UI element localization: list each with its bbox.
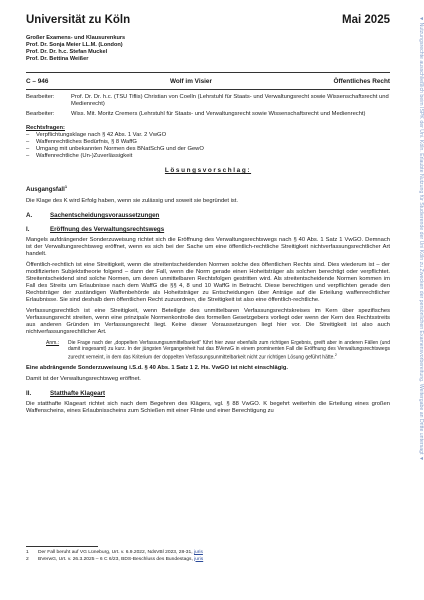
case-number: C – 946 <box>26 78 49 85</box>
section-title: Sachentscheidungsvoraussetzungen <box>50 212 160 220</box>
rechtsfrage-item: – Umgang mit unbekannten Normen des BNatSchG und der GewO <box>26 146 390 153</box>
footnote <box>26 557 390 564</box>
divider <box>26 72 390 73</box>
case-area: Öffentliches Recht <box>333 78 390 85</box>
footnote-number: 1 <box>26 550 29 555</box>
divider <box>26 89 390 90</box>
rechtsfragen-title: Rechtsfragen: <box>26 125 65 131</box>
professor-name: Prof. Dr. Sonja Meier LL.M. (London) <box>26 42 123 48</box>
footnote-ref[interactable]: 2 <box>334 353 337 358</box>
case-title: Wolf im Visier <box>169 78 212 85</box>
paragraph: Die statthafte Klageart richtet sich nach dem Begehren des Klägers, vgl. § 88 VwGO. K begehrt weiterhin die Erteilung eines großen Waffenscheins, eines Erlaubnisscheins zum Schießen mit einer Flinte und einer Berechtigung zu <box>26 400 390 414</box>
section-i-heading <box>26 226 390 233</box>
footnote-text: BVerwG, Urt. v. 26.3.2025 – 6 C 6/23, BDS-Beschluss des Bundestags, juris <box>38 556 204 562</box>
footnote-divider <box>26 546 98 547</box>
rechtsfrage-item: – Waffenrechtliches Bedürfnis, § 8 WaffG <box>26 139 390 146</box>
section-title: Statthafte Klageart <box>50 389 106 397</box>
case-row <box>26 78 390 85</box>
author-label: Bearbeiter: <box>26 94 55 100</box>
paragraph: Verfassungsrechtlich ist eine Streitigkeit, wenn Beteiligte des unmittelbaren Verfassungsrechtskreises im Kern über spezifisches Verfassungsrecht streiten, wenn eine prinzipale Normenkontrolle des formellen Gesetzgebers vorliegt oder wenn der Kern des Rechtsstreits aus anderen Gründen im Verfassungsrecht liegt. Keine dieser Voraussetzungen liegt hier vor. Die Streitigkeit ist also auch nichtverfassungsrechtlicher Art. <box>26 308 390 336</box>
course-block <box>26 35 390 63</box>
section-ii-heading <box>26 390 390 397</box>
annotation-text: Die Frage nach der „doppelten Verfassungsunmittelbarkeit“ führt hier zwar ebenfalls zum richtigen Ergebnis, greift aber in anderen Fällen (und damit insgesamt) zu kurz. In der jüngsten Vergangenheit hat das BVerwG in einem prominenten Fall die Eröffnung des Verwaltungsrechtswegs zurecht verneint, in dem das Kriterium der doppelten Verfassungsunmittelbarkeit nicht zur richtigen Lösung geführt hätte.$^2$ <box>68 340 390 361</box>
professor-name: Prof. Dr. Dr. h.c. Stefan Muckel <box>26 49 108 55</box>
course-title: Großer Examens- und Klausurenkurs <box>26 35 126 41</box>
rechtsfragen-list <box>26 132 390 160</box>
section-number: I. <box>26 226 30 234</box>
footnotes <box>26 546 390 563</box>
section-title: Eröffnung des Verwaltungsrechtswegs <box>50 226 165 234</box>
author-label: Bearbeiter: <box>26 111 55 117</box>
juris-link[interactable]: juris <box>193 550 203 555</box>
section-number: A. <box>26 212 33 220</box>
professor-name: Prof. Dr. Bettina Weißer <box>26 56 89 62</box>
authors-block <box>26 94 390 118</box>
author-text: Prof. Dr. Dr. h.c. (TSU Tiflis) Christian von Coelln (Lehrstuhl für Staats- und Verwaltungsrecht sowie Wissenschaftsrecht und Medienrecht) <box>71 94 389 107</box>
university-name: Universität zu Köln <box>26 14 131 26</box>
author-text: Wiss. Mit. Moritz Cremers (Lehrstuhl für Staats- und Verwaltungsrecht sowie Wissenschaftsrecht und Medienrecht) <box>71 111 366 117</box>
paragraph: Öffentlich-rechtlich ist eine Streitigkeit, wenn die streitentscheidenden Normen solche des öffentlichen Rechts sind. Dies wiederum ist – der modifizierten Subjektstheorie folgend – dann der Fall, wenn die Norm gerade einen Hoheitsträger als solchen berechtigt oder verpflichtet. Streitentscheidend sind solche Normen, um deren unmittelbaren Rechtsfolgen gestritten wird. Als streitentscheidende Normen kommen im Fall des Streits um Erlaubnisse nach dem WaffG die §§ 4, 8 und 10 WaffG in Betracht. Diese berechtigen und verpflichten gerade den Rechtsträger der zuständigen Waffenbehörde als Hoheitsträger zu Entscheidungen über Anträge auf die Erteilung waffenrechtlicher Erlaubnisse. Sie sind deshalb dem öffentlichen Recht zuzuordnen, die Streitigkeit ist also eine öffentlich-rechtliche. <box>26 262 390 304</box>
document-date: Mai 2025 <box>342 14 390 26</box>
footnote-ref[interactable]: 1 <box>64 184 68 189</box>
section-number: II. <box>26 389 32 397</box>
usage-rights-sidebar <box>417 16 424 584</box>
page-header <box>26 14 390 26</box>
footnote-text: Der Fall beruht auf VG Lüneburg, Urt. v. 6.9.2022, NdsVBl 2023, 28-31, juris <box>38 550 203 555</box>
paragraph: Mangels aufdrängender Sonderzuweisung richtet sich die Eröffnung des Verwaltungsrechtswegs nach § 40 Abs. 1 Satz 1 VwGO. Demnach ist der Verwaltungsrechtsweg eröffnet, wenn es sich bei der Sache um eine öffentlich-rechtliche Streitigkeit nichtverfassungsrechtlicher Art handelt. <box>26 237 390 258</box>
annotation-label: Anm.: <box>46 340 60 347</box>
annotation-note <box>46 340 390 361</box>
paragraph: Damit ist der Verwaltungsrechtsweg eröffnet. <box>26 375 141 382</box>
paragraph: Eine abdrängende Sonderzuweisung i.S.d. § 40 Abs. 1 Satz 1 2. Hs. VwGO ist nicht einschlägig. <box>26 364 288 371</box>
loesung-title: Lösungsvorschlag: <box>164 167 252 174</box>
ausgangsfall-heading <box>26 184 390 193</box>
rechtsfrage-item: – Waffenrechtliche (Un-)Zuverlässigkeit <box>26 153 390 160</box>
usage-rights-text: ▼ Nutzungsrechte ausschließlich beim ISPK der Uni. Köln. Erlaubte Nutzung für Studierende der Uni Köln zu Zwecken der persönlichen Examensvorbereitung. Weitergabe an Dritte untersagt ▼ <box>418 16 424 461</box>
juris-link[interactable]: juris <box>194 556 204 562</box>
ausgangsfall-title: Ausgangsfall <box>26 186 65 194</box>
footnote-number: 2 <box>26 556 29 562</box>
rechtsfrage-item: – Verpflichtungsklage nach § 42 Abs. 1 Var. 2 VwGO <box>26 132 390 139</box>
intro-text: Die Klage des K wird Erfolg haben, wenn sie zulässig und soweit sie begründet ist. <box>26 198 239 205</box>
section-a-heading <box>26 212 390 219</box>
document-page <box>26 14 390 415</box>
